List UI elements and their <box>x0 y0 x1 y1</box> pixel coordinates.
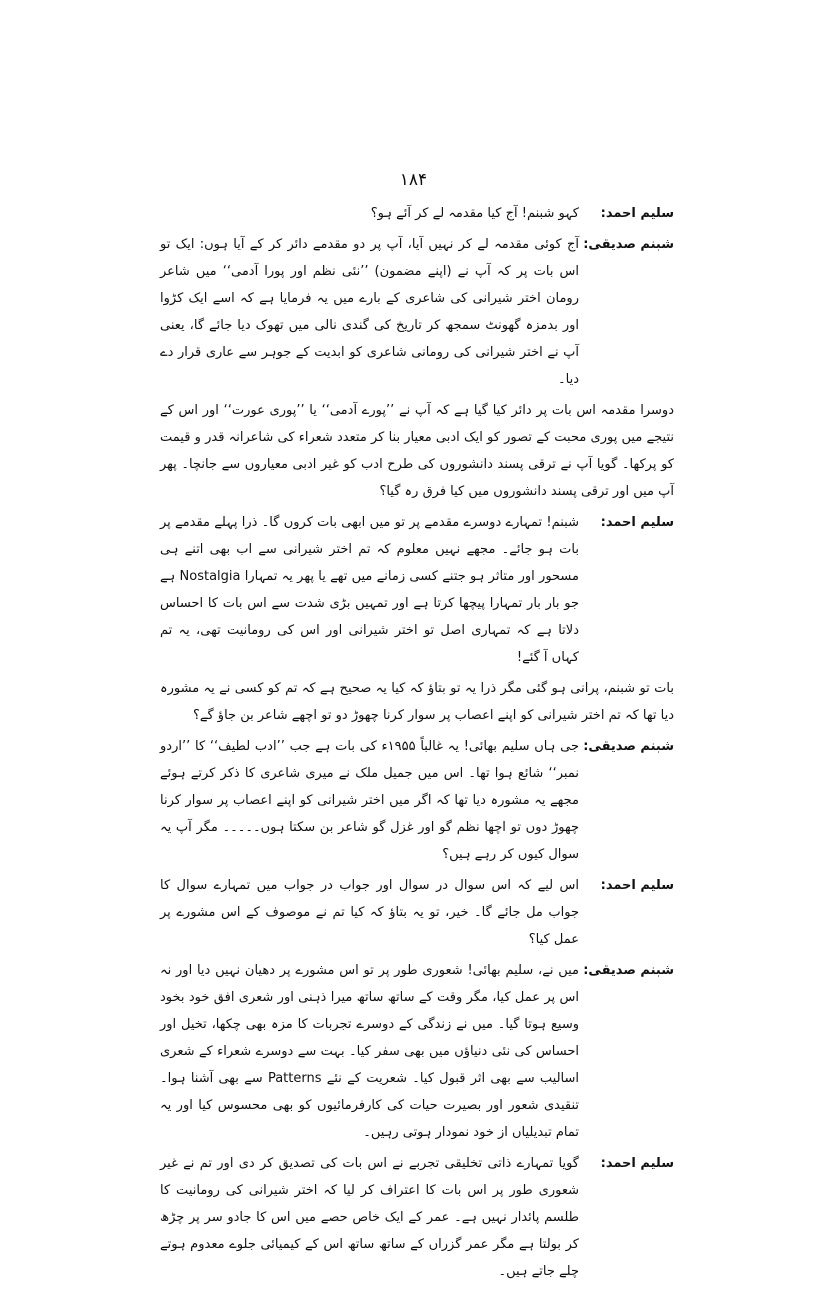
speaker-name: سلیم احمد: <box>600 1156 674 1171</box>
dialogue-entry <box>160 1150 674 1285</box>
dialogue-entry <box>160 231 674 393</box>
speaker-name: سلیم احمد: <box>600 515 674 530</box>
interview-text <box>160 200 674 1289</box>
page-number: ۱۸۴ <box>399 170 428 190</box>
dialogue-text: جی ہاں سلیم بھائی! یہ غالباً ۱۹۵۵ء کی بات ہے جب ’’ادب لطیف‘‘ کا ’’اردو نمبر‘‘ شائع ہوا تھا۔ اس میں جمیل ملک نے میری شاعری کا ذکر کرتے ہوئے مجھے یہ مشورہ دیا تھا کہ اگر میں اختر شیرانی کو اپنے اعصاب پر سوار کرنا چھوڑ دوں تو اچھا نظم گو اور غزل گو شاعر بن سکتا ہوں۔۔۔۔۔ مگر آپ یہ سوال کیوں کر رہے ہیں؟ <box>160 739 579 862</box>
dialogue-text: میں نے، سلیم بھائی! شعوری طور پر تو اس مشورے پر دھیان نہیں دیا اور نہ اس پر عمل کیا، مگر وقت کے ساتھ ساتھ میرا ذہنی اور شعری افق خود بخود وسیع ہوتا گیا۔ میں نے زندگی کے دوسرے تجربات کا مزہ بھی چکھا، تخیل اور احساس کی نئی دنیاؤں میں بھی سفر کیا۔ بہت سے دوسرے شعراء کے شعری اسالیب سے بھی اثر قبول کیا۔ شعریت کے نئے Patterns سے بھی آشنا ہوا۔ تنقیدی شعور اور بصیرت حیات کی کارفرمائیوں کو بھی محسوس کیا اور یہ تمام تبدیلیاں از خود نمودار ہوتی رہیں۔ <box>160 963 579 1140</box>
speaker-name: سلیم احمد: <box>600 206 674 221</box>
dialogue-text: آج کوئی مقدمہ لے کر نہیں آیا، آپ پر دو مقدمے دائر کر کے آیا ہوں: ایک تو اس بات پر کہ آپ نے (اپنے مضمون) ’’نئی نظم اور پورا آدمی‘‘ میں شاعر رومان اختر شیرانی کی شاعری کے بارے میں یہ فرمایا ہے کہ اسے ایک کڑوا اور بدمزہ گھونٹ سمجھ کر تاریخ کی گندی نالی میں تھوک دیا جائے گا، یعنی آپ نے اختر شیرانی کی رومانی شاعری کو ابدیت کے جوہر سے عاری قرار دے دیا۔ <box>160 237 579 387</box>
dialogue-entry <box>160 200 674 227</box>
dialogue-entry <box>160 509 674 671</box>
dialogue-entry <box>160 397 674 505</box>
dialogue-text: بات تو شبنم، پرانی ہو گئی مگر ذرا یہ تو بتاؤ کہ کیا یہ صحیح ہے کہ تم کو کسی نے یہ مشورہ دیا تھا کہ تم اختر شیرانی کو اپنے اعصاب پر سوار کرنا چھوڑ دو تو اچھے شاعر بن جاؤ گے؟ <box>160 681 674 723</box>
dialogue-text: کہو شبنم! آج کیا مقدمہ لے کر آئے ہو؟ <box>370 206 579 221</box>
speaker-name: شبنم صدیقی: <box>583 237 674 252</box>
dialogue-text: شبنم! تمہارے دوسرے مقدمے پر تو میں ابھی بات کروں گا۔ ذرا پہلے مقدمے پر بات ہو جائے۔ مجھے نہیں معلوم کہ تم اختر شیرانی سے اب بھی اتنے ہی مسحور اور متاثر ہو جتنے کسی زمانے میں تھے یا پھر یہ تمہارا Nostalgia ہے جو بار بار تمہارا پیچھا کرتا ہے اور تمہیں بڑی شدت سے اس بات کا احساس دلاتا ہے کہ تمہاری اصل تو اختر شیرانی اور اس کی رومانیت تھی، یہ تم کہاں آ گئے! <box>160 515 579 665</box>
dialogue-text: اس لیے کہ اس سوال در سوال اور جواب در جواب میں تمہارے سوال کا جواب مل جائے گا۔ خیر، تو یہ بتاؤ کہ کیا تم نے موصوف کے اس مشورے پر عمل کیا؟ <box>160 878 579 947</box>
dialogue-text: دوسرا مقدمہ اس بات پر دائر کیا گیا ہے کہ آپ نے ’’پورے آدمی‘‘ یا ’’پوری عورت‘‘ اور اس کے نتیجے میں پوری محبت کے تصور کو ایک ادبی معیار بنا کر متعدد شعراء کی شاعرانہ قدر و قیمت کو پرکھا۔ گویا آپ نے ترقی پسند دانشوروں کی طرح ادب کو غیر ادبی معیاروں سے جانچا۔ پھر آپ میں اور ترقی پسند دانشوروں میں کیا فرق رہ گیا؟ <box>160 403 674 499</box>
dialogue-entry <box>160 733 674 868</box>
dialogue-text: گویا تمہارے ذاتی تخلیقی تجربے نے اس بات کی تصدیق کر دی اور تم نے غیر شعوری طور پر اس بات کا اعتراف کر لیا کہ اختر شیرانی کی رومانیت کا طلسم پائدار نہیں ہے۔ عمر کے ایک خاص حصے میں اس کا جادو سر پر چڑھ کر بولتا ہے مگر عمر گزراں کے ساتھ ساتھ اس کے کیمیائی جلوے معدوم ہوتے چلے جاتے ہیں۔ <box>160 1156 579 1279</box>
dialogue-entry <box>160 675 674 729</box>
speaker-name: سلیم احمد: <box>600 878 674 893</box>
dialogue-entry <box>160 872 674 953</box>
speaker-name: شبنم صدیقی: <box>583 963 674 978</box>
speaker-name: شبنم صدیقی: <box>583 739 674 754</box>
dialogue-entry <box>160 957 674 1146</box>
